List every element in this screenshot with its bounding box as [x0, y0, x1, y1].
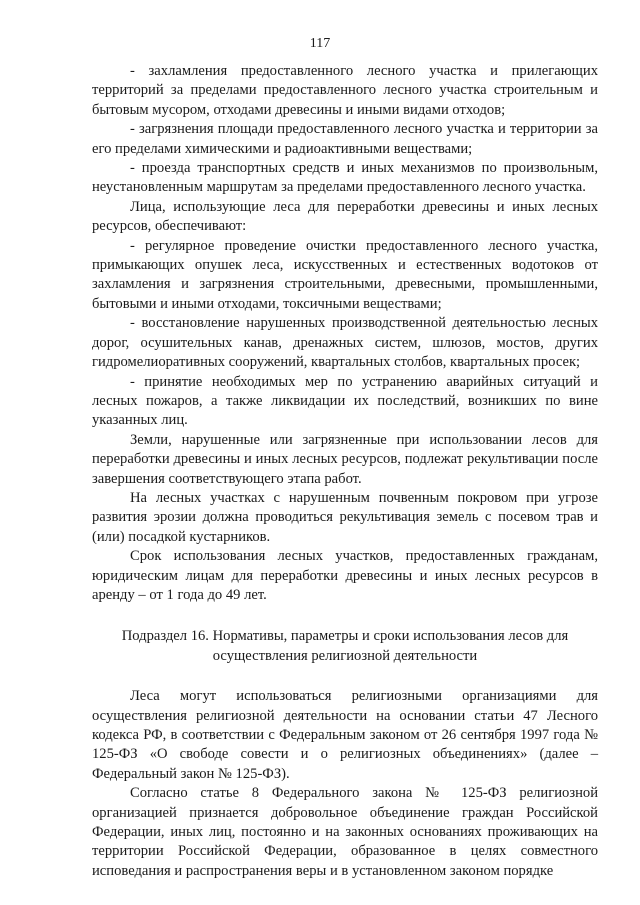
paragraph: Согласно статье 8 Федерального закона № 125-ФЗ религиозной организацией признается добровольное объединение граждан Российской Федерации, иных лиц, постоянно и на законных основаниях проживающих на территории Российской Федерации, образованное в целях совместного исповедания и распространения веры и в установленном законом порядке — [92, 785, 598, 879]
paragraph: - восстановление нарушенных производственной деятельностью лесных дорог, осушительных канав, дренажных систем, шлюзов, мостов, других гидромелиоративных сооружений, квартальных столбов, квартальных просек; — [92, 315, 598, 371]
page-number: 117 — [309, 36, 331, 51]
paragraph: - принятие необходимых мер по устранению аварийных ситуаций и лесных пожаров, а также ликвидации их последствий, возникших по вине указанных лиц. — [92, 373, 598, 429]
paragraph: Срок использования лесных участков, предоставленных гражданам, юридическим лицам для переработки древесины и иных лесных ресурсов в аренду – от 1 года до 49 лет. — [92, 548, 598, 603]
paragraph: - проезда транспортных средств и иных механизмов по произвольным, неустановленным маршрутам за пределами предоставленного лесного участка. — [92, 160, 598, 196]
paragraph: Лица, использующие леса для переработки древесины и иных лесных ресурсов, обеспечивают: — [92, 198, 598, 235]
document-body — [92, 62, 598, 881]
paragraph: - загрязнения площади предоставленного лесного участка и территории за его пределами химическими и радиоактивными веществами; — [92, 121, 598, 157]
paragraph: На лесных участках с нарушенным почвенным покровом при угрозе развития эрозии должна проводиться рекультивация земель с посевом трав и (или) посадкой кустарников. — [92, 489, 598, 545]
paragraph: - регулярное проведение очистки предоставленного лесного участка, примыкающих опушек леса, искусственных и естественных водотоков от захламления и загрязнения строительными, древесными, промышленными, бытовыми и иными отходами, токсичными веществами; — [92, 237, 598, 312]
paragraph: Земли, нарушенные или загрязненные при использовании лесов для переработки древесины и иных лесных ресурсов, подлежат рекультивации после завершения соответствующего этапа работ. — [92, 431, 598, 487]
paragraph: - захламления предоставленного лесного участка и прилегающих территорий за пределами предоставленного лесного участка строительным и бытовым мусором, отходами древесины и иными видами отходов; — [92, 63, 598, 118]
section-heading: Подраздел 16. Нормативы, параметры и сроки использования лесов для осуществления религиозной деятельности — [121, 628, 569, 664]
paragraph: Леса могут использоваться религиозными организациями для осуществления религиозной деятельности на основании статьи 47 Лесного кодекса РФ, в соответствии с Федеральным законом от 26 сентября 1997 года № 125-ФЗ «О свободе совести и о религиозных объединениях» (далее – Федеральный закон № 125-ФЗ). — [92, 688, 598, 782]
